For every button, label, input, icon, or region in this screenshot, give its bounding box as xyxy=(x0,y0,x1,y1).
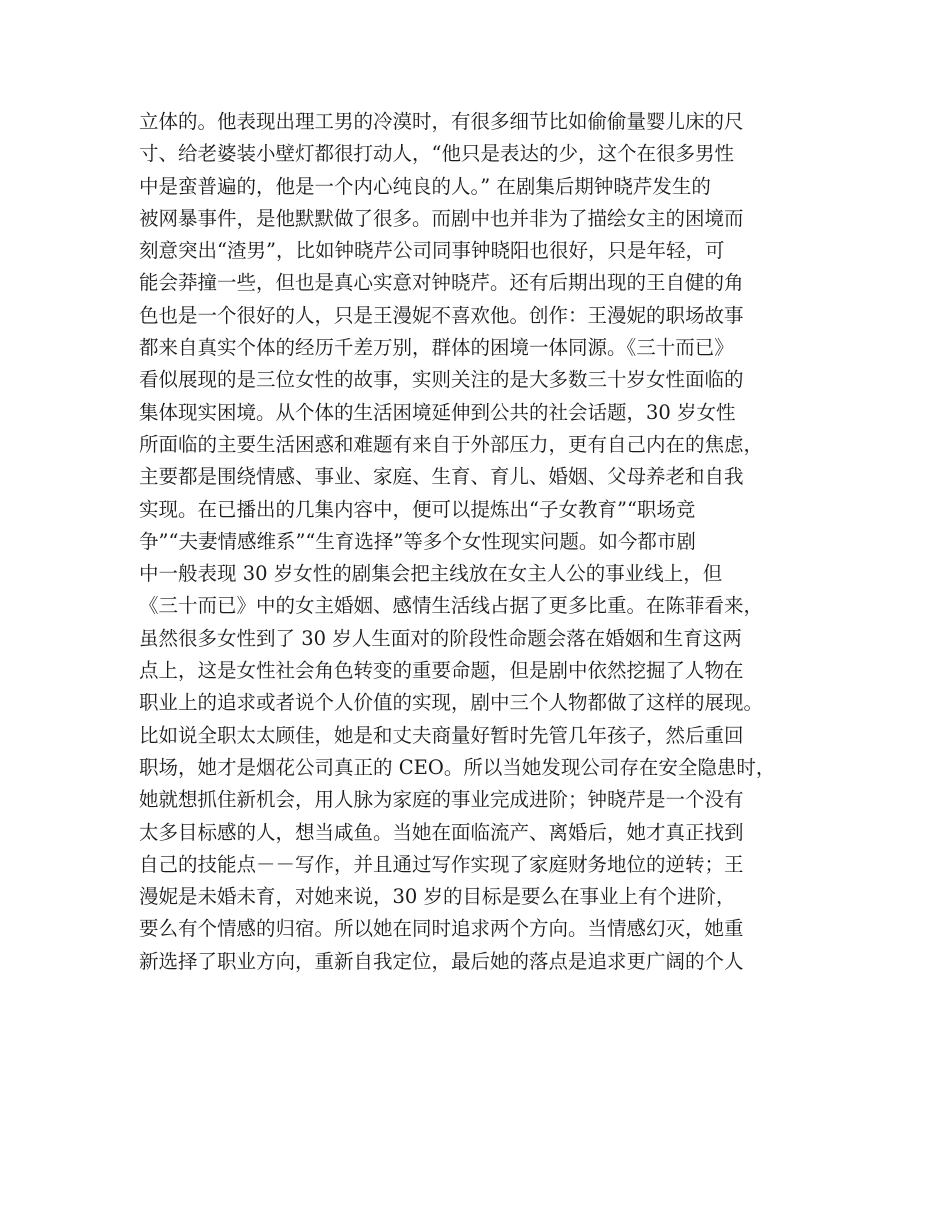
text-line: 漫妮是未婚未育，对她来说，30 岁的目标是要么在事业上有个进阶， xyxy=(139,885,736,909)
text-line: 新选择了职业方向，重新自我定位，最后她的落点是追求更广阔的个人 xyxy=(139,949,744,973)
text-line: 职业上的追求或者说个人价值的实现，剧中三个人物都做了这样的展现。 xyxy=(139,691,764,715)
text-line: 比如说全职太太顾佳，她是和丈夫商量好暂时先管几年孩子，然后重回 xyxy=(139,723,744,747)
text-line: 要么有个情感的归宿。所以她在同时追求两个方向。当情感幻灭，她重 xyxy=(139,917,744,941)
body-text xyxy=(139,106,829,978)
text-line: 都来自真实个体的经历千差万别，群体的困境一体同源。《三十而已》 xyxy=(139,336,734,360)
text-line: 中是蛮普遍的，他是一个内心纯良的人。” 在剧集后期钟晓芹发生的 xyxy=(139,174,711,198)
text-line: 集体现实困境。从个体的生活困境延伸到公共的社会话题，30 岁女性 xyxy=(139,400,736,424)
text-line: 太多目标感的人，想当咸鱼。当她在面临流产、离婚后，她才真正找到 xyxy=(139,820,744,844)
text-line: 被网暴事件，是他默默做了很多。而剧中也并非为了描绘女主的困境而 xyxy=(139,206,744,230)
text-line: 色也是一个很好的人，只是王漫妮不喜欢他。创作：王漫妮的职场故事 xyxy=(139,303,744,327)
text-line: 看似展现的是三位女性的故事，实则关注的是大多数三十岁女性面临的 xyxy=(139,368,744,392)
text-line: 所面临的主要生活困惑和难题有来自于外部压力，更有自己内在的焦虑， xyxy=(139,432,764,456)
text-line: 中一般表现 30 岁女性的剧集会把主线放在女主人公的事业线上，但 xyxy=(139,562,723,586)
text-line: 《三十而已》中的女主婚姻、感情生活线占据了更多比重。在陈菲看来， xyxy=(139,594,764,618)
text-line: 实现。在已播出的几集内容中，便可以提炼出“子女教育”“职场竞 xyxy=(139,497,696,521)
text-line: 点上，这是女性社会角色转变的重要命题，但是剧中依然挖掘了人物在 xyxy=(139,659,744,683)
text-line: 职场，她才是烟花公司真正的 CEO。所以当她发现公司存在安全隐患时， xyxy=(139,755,776,779)
text-line: 立体的。他表现出理工男的冷漠时，有很多细节比如偷偷量婴儿床的尺 xyxy=(139,110,744,133)
text-line: 自己的技能点－－写作，并且通过写作实现了家庭财务地位的逆转；王 xyxy=(139,852,744,876)
text-line: 争”“夫妻情感维系”“生育选择”等多个女性现实问题。如今都市剧 xyxy=(139,529,696,553)
text-line: 她就想抓住新机会，用人脉为家庭的事业完成进阶；钟晓芹是一个没有 xyxy=(139,788,744,812)
text-line: 寸、给老婆装小壁灯都很打动人，“他只是表达的少，这个在很多男性 xyxy=(139,142,734,166)
text-line: 主要都是围绕情感、事业、家庭、生育、育儿、婚姻、父母养老和自我 xyxy=(139,465,744,489)
text-line: 能会莽撞一些，但也是真心实意对钟晓芹。还有后期出现的王自健的角 xyxy=(139,271,744,295)
text-line: 虽然很多女性到了 30 岁人生面对的阶段性命题会落在婚姻和生育这两 xyxy=(139,626,742,650)
text-line: 刻意突出“渣男”，比如钟晓芹公司同事钟晓阳也很好，只是年轻，可 xyxy=(139,239,725,263)
